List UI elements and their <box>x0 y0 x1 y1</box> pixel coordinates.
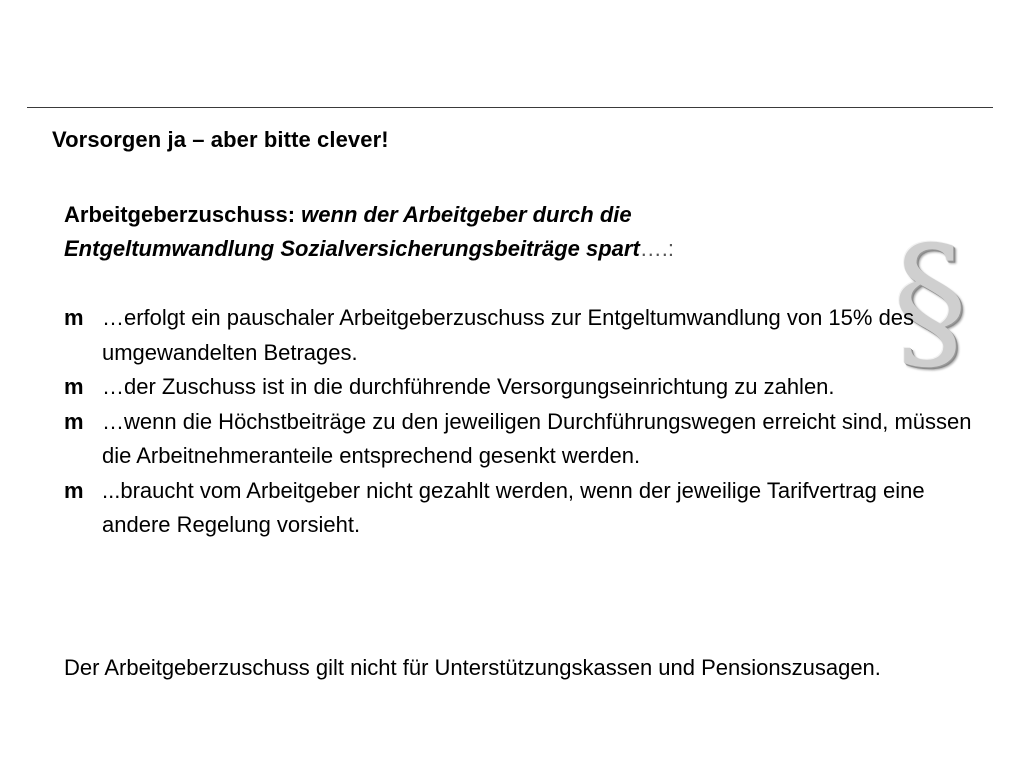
top-divider <box>27 107 993 108</box>
bullet-text: …der Zuschuss ist in die durchführende Versorgungseinrichtung zu zahlen. <box>102 374 835 399</box>
bullet-text: ...braucht vom Arbeitgeber nicht gezahlt werden, wenn der jeweilige Tarifvertrag eine andere Regelung vorsieht. <box>102 477 925 537</box>
subheading-italic-line1: wenn der Arbeitgeber durch die <box>301 202 632 227</box>
subheading-ellipsis: ….: <box>639 236 675 261</box>
bullet-text: …wenn die Höchstbeiträge zu den jeweiligen Durchführungswegen erreicht sind, müssen die Arbeitnehmeranteile entsprechend gesenkt werden. <box>102 408 972 468</box>
subheading <box>64 198 884 266</box>
list-item <box>62 405 972 474</box>
bullet-text: …erfolgt ein pauschaler Arbeitgeberzuschuss zur Entgeltumwandlung von 15% des umgewandelten Betrages. <box>102 305 915 365</box>
list-item <box>62 301 972 370</box>
bullet-marker-icon: m <box>64 374 84 399</box>
list-item <box>62 474 972 543</box>
slide-title: Vorsorgen ja – aber bitte clever! <box>52 127 389 152</box>
paragraph-section-icon: § <box>892 215 968 389</box>
bullet-list <box>62 301 972 543</box>
bullet-marker-icon: m <box>64 408 84 434</box>
bullet-marker-icon: m <box>64 305 84 330</box>
subheading-bold-prefix: Arbeitgeberzuschuss: <box>64 202 302 227</box>
subheading-italic-line2: Entgeltumwandlung Sozialversicherungsbeiträge spart <box>64 236 640 261</box>
footnote: Der Arbeitgeberzuschuss gilt nicht für Unterstützungskassen und Pensionszusagen. <box>64 655 881 680</box>
bullet-marker-icon: m <box>64 477 84 503</box>
list-item <box>62 370 972 405</box>
